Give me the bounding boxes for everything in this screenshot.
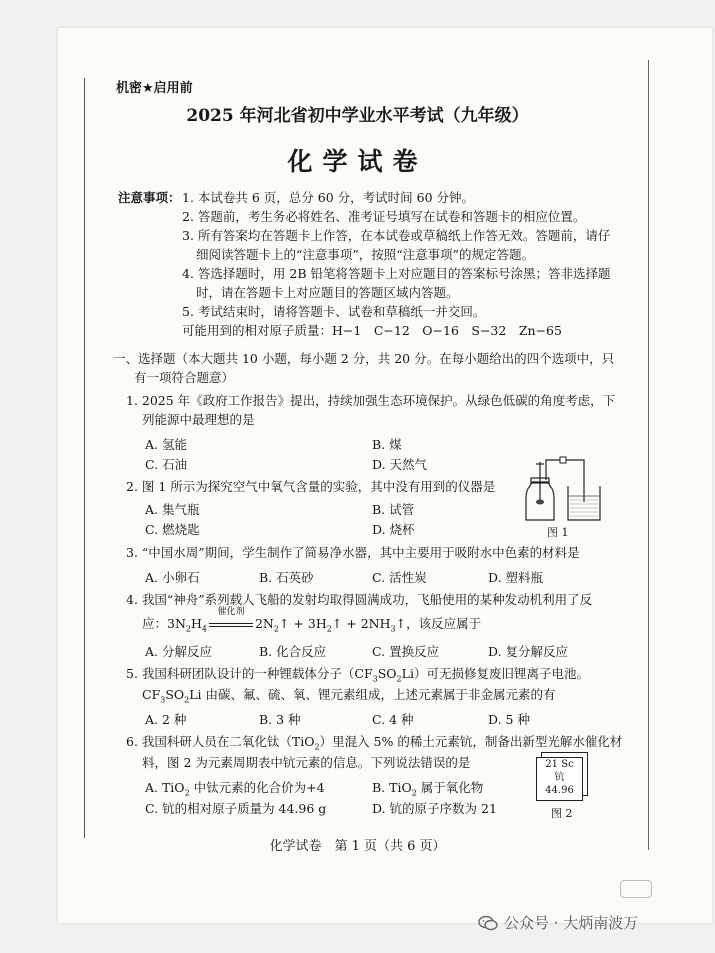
q2-option-c: C. 燃烧匙 xyxy=(145,522,200,537)
note-item: 4. 答选择题时，用 2B 铅笔将答题卡上对应题目的答案标号涂黑；答非选择题 xyxy=(182,266,611,281)
q4-option-c: C. 置换反应 xyxy=(372,644,440,659)
q2-stem: 2. 图 1 所示为探究空气中氧气含量的实验，其中没有用到的仪器是 xyxy=(126,479,496,494)
q1-stem: 1. 2025 年《政府工作报告》提出，持续加强生态环境保护。从绿色低碳的角度考虑，下 xyxy=(126,393,616,408)
q3-option-d: D. 塑料瓶 xyxy=(488,570,544,585)
figure-2-label: 图 2 xyxy=(551,807,573,820)
binding-line xyxy=(84,78,85,838)
stamp-mark xyxy=(620,880,652,898)
q6-option-a: A. TiO$_2$ 中钛元素的化合价为+4 xyxy=(145,780,325,798)
q2-option-b: B. 试管 xyxy=(372,502,415,517)
q5-option-b: B. 3 种 xyxy=(259,712,301,727)
watermark xyxy=(478,912,638,933)
q6-option-d: D. 钪的原子序数为 21 xyxy=(372,801,497,816)
q4-option-d: D. 复分解反应 xyxy=(488,644,569,659)
q5-option-a: A. 2 种 xyxy=(145,712,187,727)
section-heading-cont: 有一项符合题意） xyxy=(134,370,235,385)
periodic-cell-scandium xyxy=(536,757,583,801)
q1-option-d: D. 天然气 xyxy=(372,457,428,472)
q3-option-c: C. 活性炭 xyxy=(372,570,427,585)
wechat-icon xyxy=(478,915,498,931)
q6-option-b: B. TiO$_2$ 属于氧化物 xyxy=(372,780,484,798)
note-item: 5. 考试结束时，请将答题卡、试卷和草稿纸一并交回。 xyxy=(182,304,486,319)
q3-option-b: B. 石英砂 xyxy=(259,570,314,585)
q1-option-c: C. 石油 xyxy=(145,457,188,472)
q6-stem: 6. 我国科研人员在二氧化钛（TiO$_2$）里混入 5% 的稀土元素钪，制备出新型光解水催化材 xyxy=(126,734,623,752)
q1-option-a: A. 氢能 xyxy=(145,437,187,452)
note-item: 时，请在答题卡上对应题目的答题区域内答题。 xyxy=(196,285,459,300)
figure-1-label: 图 1 xyxy=(547,526,569,539)
atomic-mass-line: 可能用到的相对原子质量：H−1 C−12 O−16 S−32 Zn−65 xyxy=(182,323,562,338)
q2-option-d: D. 烧杯 xyxy=(372,522,415,537)
catalyst-label: 催化剂 xyxy=(217,606,245,617)
q3-option-a: A. 小卵石 xyxy=(145,570,200,585)
exam-title: 2025 年河北省初中学业水平考试（九年级） xyxy=(186,106,529,126)
q5-stem-cont: $CF_3SO_2Li$ 由碳、氟、硫、氧、锂元素组成，上述元素属于非金属元素的有 xyxy=(142,687,556,705)
cell-number-symbol: 21 Sc xyxy=(545,759,574,770)
edge-line xyxy=(648,60,649,850)
subject-title: 化学试卷 xyxy=(287,147,428,176)
q4-equation: 应：$3N_2H_4$ 催化剂 $2N_2↑$ + $3H_2↑$ + $2NH_3↑$，该反应属于 xyxy=(142,606,482,634)
q5-stem: 5. 我国科研团队设计的一种锂载体分子$(CF_3SO_2Li)$可无损修复废旧锂离子电池。 xyxy=(126,666,589,684)
note-item: 1. 本试卷共 6 页，总分 60 分，考试时间 60 分钟。 xyxy=(182,190,475,205)
q2-option-a: A. 集气瓶 xyxy=(145,502,200,517)
q4-stem: 4. 我国“神舟”系列载人飞船的发射均取得圆满成功，飞船使用的某种发动机利用了反 xyxy=(126,592,593,607)
note-item: 2. 答题前，考生务必将姓名、准考证号填写在试卷和答题卡的相应位置。 xyxy=(182,209,586,224)
secret-label: 机密★启用前 xyxy=(116,81,193,96)
q5-option-c: C. 4 种 xyxy=(372,712,414,727)
q4-option-a: A. 分解反应 xyxy=(145,644,212,659)
q5-option-d: D. 5 种 xyxy=(488,712,530,727)
watermark-text: 公众号 · 大炳南波万 xyxy=(504,914,639,932)
catalyst-arrow xyxy=(209,606,253,632)
section-heading: 一、选择题（本大题共 10 小题，每小题 2 分，共 20 分。在每小题给出的四个选项中，只 xyxy=(113,351,615,366)
q6-stem-cont: 料，图 2 为元素周期表中钪元素的信息。下列说法错误的是 xyxy=(142,755,471,770)
q1-option-b: B. 煤 xyxy=(372,437,402,452)
notes-label: 注意事项： xyxy=(118,190,181,205)
cell-name: 钪 xyxy=(554,772,565,783)
cell-mass: 44.96 xyxy=(545,785,574,796)
q1-stem-cont: 列能源中最理想的是 xyxy=(142,412,255,427)
note-item: 细阅读答题卡上的“注意事项”，按照“注意事项”的规定答题。 xyxy=(196,247,535,262)
q3-stem: 3. “中国水周”期间，学生制作了简易净水器，其中主要用于吸附水中色素的材料是 xyxy=(126,545,580,560)
apparatus-figure xyxy=(516,452,604,524)
q6-option-c: C. 钪的相对原子质量为 44.96 g xyxy=(145,801,327,816)
page-footer: 化学试卷 第 1 页（共 6 页） xyxy=(269,839,446,854)
q4-option-b: B. 化合反应 xyxy=(259,644,327,659)
note-item: 3. 所有答案均在答题卡上作答，在本试卷或草稿纸上作答无效。答题前，请仔 xyxy=(182,228,611,243)
